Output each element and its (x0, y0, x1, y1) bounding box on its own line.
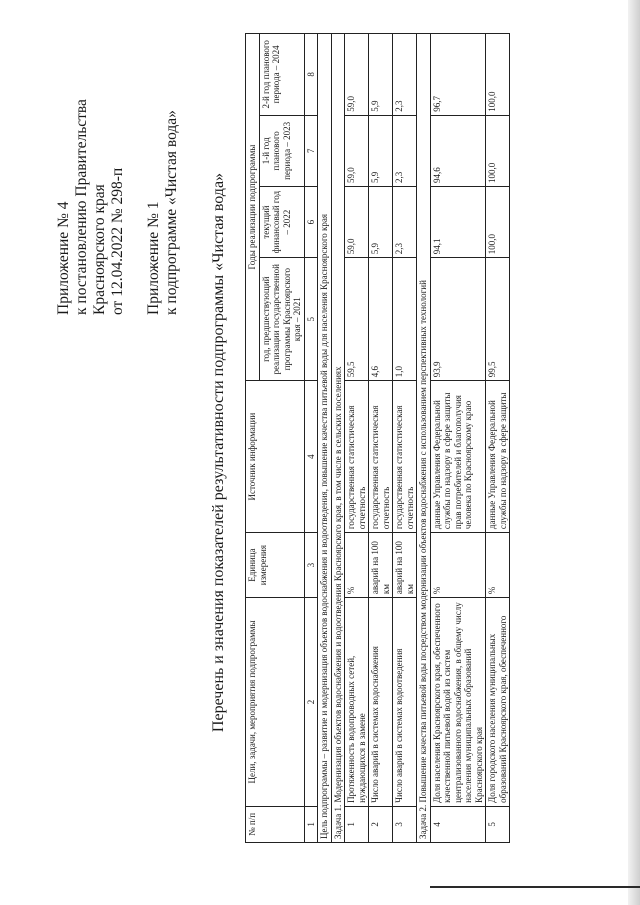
header-line: от 12.04.2022 № 298-п (109, 167, 126, 315)
row-value-2022: 94,1 (430, 186, 486, 257)
document-title: Перечень и значения показателей результативности подпрограммы «Чистая вода» (210, 172, 227, 733)
row-unit: % (345, 533, 369, 598)
row-name: Доля городского населения муниципальных образований Красноярского края, обеспеченного (486, 598, 510, 807)
row-num: 5 (486, 806, 510, 842)
task-2-text: Задача 2. Повышение качества питьевой воды посредством модернизации объектов водоснабжения с использованием перспективных технологий (417, 34, 431, 843)
goal-row (318, 34, 332, 843)
header-year-prev: год, предшествующий реализации государственной программы Красноярского края – 2021 (259, 258, 304, 381)
header-line: к постановлению Правительства (73, 99, 90, 315)
row-value-2023: 94,6 (430, 115, 486, 186)
row-value-2021: 4,6 (369, 258, 393, 381)
row-value-2024: 96,7 (430, 34, 486, 116)
task-1-text: Задача 1. Модернизация объектов водоснабжения и водоотведения Красноярского края, в том числе в сельских поселениях (331, 34, 345, 843)
header-source: Источник информации (246, 381, 305, 533)
goal-text: Цель подпрограммы – развитие и модернизация объектов водоснабжения и водоотведения, повышение качества питьевой воды для населения Красноярского края (318, 34, 332, 843)
row-num: 4 (430, 806, 486, 842)
table-row (369, 34, 393, 843)
row-unit: % (430, 533, 486, 598)
col-number: 2 (304, 598, 318, 807)
col-number: 5 (304, 258, 318, 381)
header-line: к подпрограмме «Чистая вода» (163, 110, 180, 315)
header-line: Приложение № 1 (145, 201, 162, 315)
row-name: Протяженность водопроводных сетей, нуждающихся в замене (345, 598, 369, 807)
row-value-2021: 99,5 (486, 258, 510, 381)
header-unit: Единица измерения (246, 533, 305, 598)
table-row (345, 34, 369, 843)
row-value-2021: 93,9 (430, 258, 486, 381)
row-num: 2 (369, 806, 393, 842)
row-value-2023: 100,0 (486, 115, 510, 186)
header-num: № п/п (246, 806, 305, 842)
row-source: государственная статистическая отчетность (393, 381, 417, 533)
row-source: государственная статистическая отчетность (369, 381, 393, 533)
row-unit: аварий на 100 км (369, 533, 393, 598)
header-line: Приложение № 4 (55, 201, 72, 315)
col-number: 7 (304, 115, 318, 186)
row-value-2024: 59,0 (345, 34, 369, 116)
row-value-2023: 5,9 (369, 115, 393, 186)
row-source: данные Управления Федеральной службы по надзору в сфере защиты (486, 381, 510, 533)
row-value-2022: 5,9 (369, 186, 393, 257)
row-value-2024: 100,0 (486, 34, 510, 116)
row-name: Число аварий в системах водоснабжения (369, 598, 393, 807)
task-1-row (331, 34, 345, 843)
task-2-row (417, 34, 431, 843)
header-goal: Цели, задачи, мероприятия подпрограммы (246, 598, 305, 807)
col-number: 4 (304, 381, 318, 533)
row-name: Число аварий в системах водоотведения (393, 598, 417, 807)
row-source: данные Управления Федеральной службы по надзору в сфере защиты прав потребителей и благополучия человека по Красноярскому краю (430, 381, 486, 533)
row-source: государственная статистическая отчетность (345, 381, 369, 533)
row-num: 3 (393, 806, 417, 842)
row-unit: аварий на 100 км (393, 533, 417, 598)
indicators-table (245, 33, 510, 843)
row-value-2021: 1,0 (393, 258, 417, 381)
col-number: 6 (304, 186, 318, 257)
header-year-current: текущий финансовый год – 2022 (259, 186, 304, 257)
column-numbers-row (304, 34, 318, 843)
header-year-plan-2: 2-й год планового периода – 2024 (259, 34, 304, 116)
appendix-header (55, 15, 181, 315)
header-line: Красноярского края (91, 184, 108, 315)
col-number: 3 (304, 533, 318, 598)
header-year-plan-1: 1-й год планового периода – 2023 (259, 115, 304, 186)
table-row (486, 34, 510, 843)
row-value-2022: 59,0 (345, 186, 369, 257)
row-value-2024: 2,3 (393, 34, 417, 116)
row-value-2022: 100,0 (486, 186, 510, 257)
header-years: Годы реализации подпрограммы (246, 34, 260, 381)
row-value-2023: 59,0 (345, 115, 369, 186)
row-name: Доля населения Красноярского края, обеспеченного качественной питьевой водой из систем централизованного водоснабжения, в общему числу населения муниципальных образований Красноярского края (430, 598, 486, 807)
row-value-2022: 2,3 (393, 186, 417, 257)
row-num: 1 (345, 806, 369, 842)
row-value-2023: 2,3 (393, 115, 417, 186)
col-number: 1 (304, 806, 318, 842)
row-value-2021: 59,5 (345, 258, 369, 381)
table-row (430, 34, 486, 843)
row-value-2024: 5,9 (369, 34, 393, 116)
row-unit: % (486, 533, 510, 598)
table-row (393, 34, 417, 843)
col-number: 8 (304, 34, 318, 116)
